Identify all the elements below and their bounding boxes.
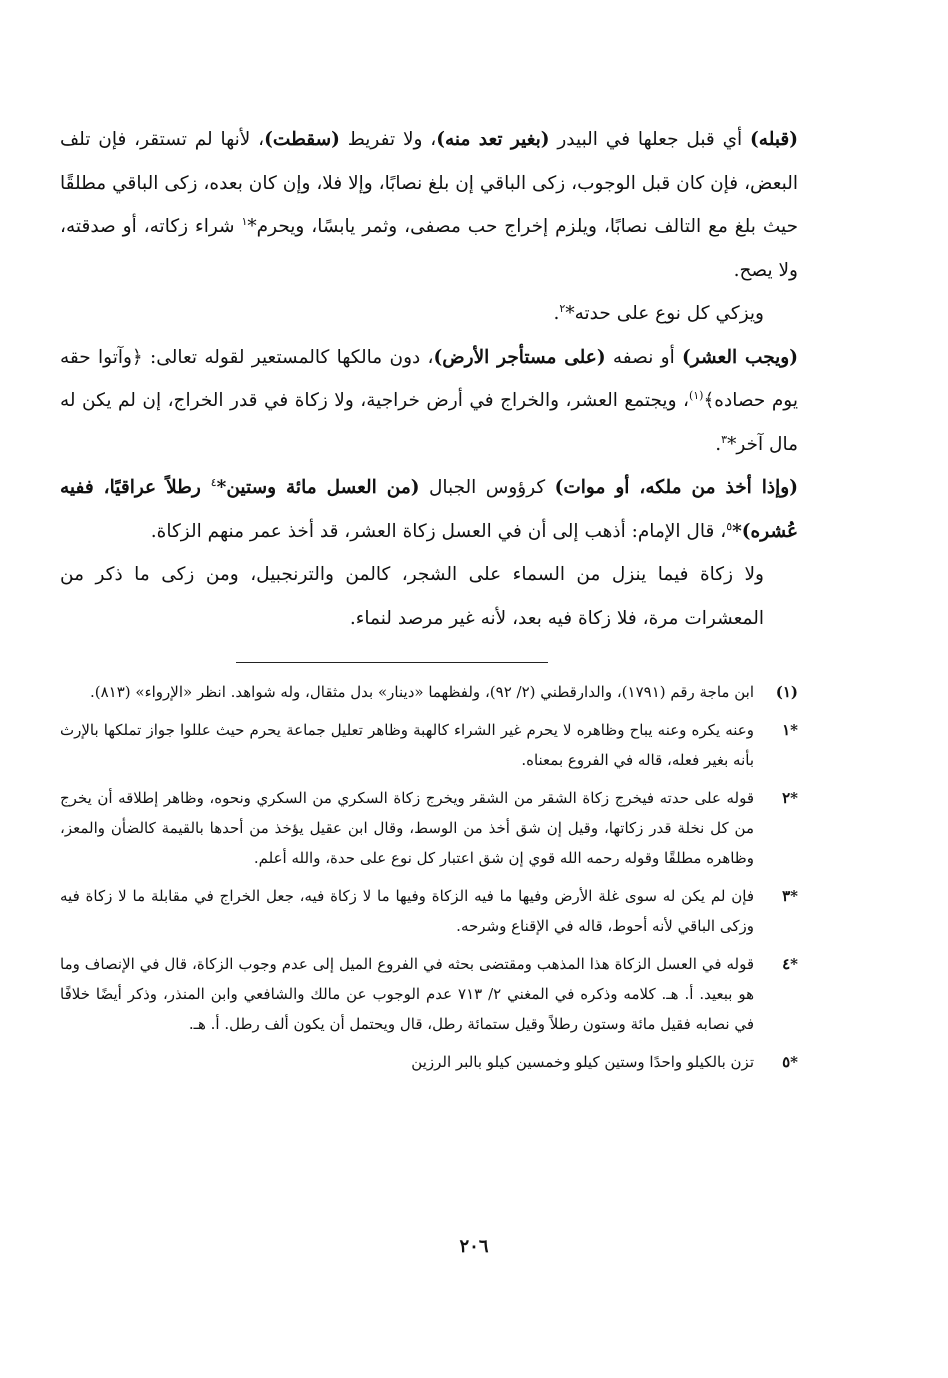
text-run: ، دون مالكها كالمستعير لقوله تعالى: ﴿وآتوا حقه يوم حصاده﴾ <box>60 346 798 411</box>
text-run: أي قبل جعلها في البيدر <box>549 129 751 150</box>
text-run: ولا زكاة فيما ينزل من السماء على الشجر، كالمن والترنجبيل، ومن زكى ما ذكر من المعشرات مرة، فلا زكاة فيه بعد، لأنه غير مرصد لنماء. <box>60 564 764 629</box>
page-number: ٢٠٦ <box>459 1236 489 1257</box>
text-run: ، ولا تفريط <box>339 129 437 150</box>
text-run: . <box>715 433 722 455</box>
paragraph-1 <box>60 118 798 292</box>
bold-term: رطلاً عراقيًا، ففيه عُشره)* <box>60 477 798 542</box>
text-run: ، لأنها لم تستقر، فإن تلف البعض، فإن كان قبل الوجوب، زكى الباقي إن بلغ نصابًا، وإلا فلا، وإن كان بعده، زكى الباقي مطلقًا حيث بلغ مع التالف نصابًا، ويلزم إخراج حب مصفى، وثمر يابسًا، ويحرم* <box>60 129 799 237</box>
bold-term: (سقطت) <box>264 129 340 150</box>
bold-term: (قبله) <box>750 129 799 150</box>
footnote <box>60 1047 798 1077</box>
footnote-ref[interactable]: ٥ <box>726 519 733 533</box>
footnote <box>60 881 798 941</box>
text-run: ويزكي كل نوع على حدته* <box>565 303 764 324</box>
footnote-marker: *١ <box>782 721 798 739</box>
footnote-text: ابن ماجة رقم (١٧٩١)، والدارقطني (٢/ ٩٢)، ولفظهما «دينار» بدل مثقال، وله شواهد. انظر «الإرواء» (٨١٣). <box>89 683 754 701</box>
footnote-text: تزن بالكيلو واحدًا وستين كيلو وخمسين كيلو بالبر الرزين <box>411 1053 754 1071</box>
footnote-separator-wrap <box>60 662 798 663</box>
footnote-ref[interactable]: (١) <box>688 388 704 402</box>
bold-term: (بغير تعد منه) <box>436 129 550 150</box>
bold-term: (على مستأجر الأرض) <box>433 346 606 368</box>
footnote-marker: *٥ <box>782 1053 798 1071</box>
footnote-ref[interactable]: ١ <box>241 214 248 228</box>
footnote-text: فإن لم يكن له سوى غلة الأرض وفيها ما فيه الزكاة وفيها ما لا زكاة فيه، جعل الخراج في مقابلة ما لا زكاة فيه وزكى الباقي لأنه أحوط، قاله في الإقناع وشرحه. <box>60 887 754 935</box>
paragraph-3 <box>60 336 798 467</box>
footnote <box>60 677 798 707</box>
footnotes <box>60 677 798 1077</box>
footnote-marker: *٣ <box>782 887 798 905</box>
text-run: كرؤوس الجبال <box>419 477 555 498</box>
bold-term: (وإذا أخذ من ملكه، أو موات) <box>554 477 798 498</box>
paragraph-5 <box>60 553 798 640</box>
footnote-marker: (١) <box>775 683 798 701</box>
footnote-text: قوله في العسل الزكاة هذا المذهب ومقتضى بحثه في الفروع الميل إلى عدم وجوب الزكاة، قال في الإنصاف وما هو ببعيد. أ. هـ. كلامه وذكره في المغني ٢/ ٧١٣ عدم الوجوب عن مالك والشافعي وابن المنذر، وذكر أيضًا خلافًا في نصابه فقيل مائة وستون رطلاً وقيل ستمائة رطل، قال ويحتمل أن يكون ألف رطل. أ. هـ. <box>60 955 754 1033</box>
footnote-marker: *٤ <box>782 955 798 973</box>
footnote-text: وعنه يكره وعنه يباح وظاهره لا يحرم غير الشراء كالهبة وظاهر تعليل جماعة يحرم حيث عللوا جواز تملكها بالإرث بأنه بغير فعله، قاله في الفروع بمعناه. <box>60 721 754 769</box>
text-run: . <box>553 303 560 324</box>
bold-term: (من العسل مائة وستين* <box>216 477 420 498</box>
footnote-ref[interactable]: ٤ <box>210 475 217 489</box>
paragraph-4 <box>60 466 798 553</box>
text-run: ، قال الإمام: أذهب إلى أن في العسل زكاة العشر، قد أخذ عمر منهم الزكاة. <box>150 520 727 542</box>
text-run: شراء زكاته، أو صدقته، ولا يصح. <box>60 216 798 281</box>
paragraph-2 <box>60 292 798 336</box>
bold-term: (ويجب العشر) <box>682 346 798 368</box>
text-run: أو نصفه <box>605 346 683 368</box>
footnote <box>60 783 798 873</box>
footnote-ref[interactable]: ٣ <box>721 432 728 446</box>
footnote-ref[interactable]: ٢ <box>559 301 566 315</box>
footnote-marker: *٢ <box>782 789 798 807</box>
footnote-text: قوله على حدته فيخرج زكاة الشقر من الشقر ويخرج زكاة السكري من السكري ونحوه، وظاهر إطلاقه أن يخرج من كل نخلة قدر زكاتها، وقيل إن شق أخذ من الوسط، وقال ابن عقيل يؤخذ من أحدها بالقيمة كالضأن والمعز، وظاهره مطلقًا وقوله رحمه الله قوي إن شق اعتبار كل نوع على حدة، والله أعلم. <box>60 789 754 867</box>
footnote-separator <box>236 662 548 663</box>
footnote <box>60 715 798 775</box>
footnote <box>60 949 798 1039</box>
text-run: ، ويجتمع العشر، والخراج في أرض خراجية، ولا زكاة في قدر الخراج، إن لم يكن له مال آخر* <box>60 390 798 455</box>
